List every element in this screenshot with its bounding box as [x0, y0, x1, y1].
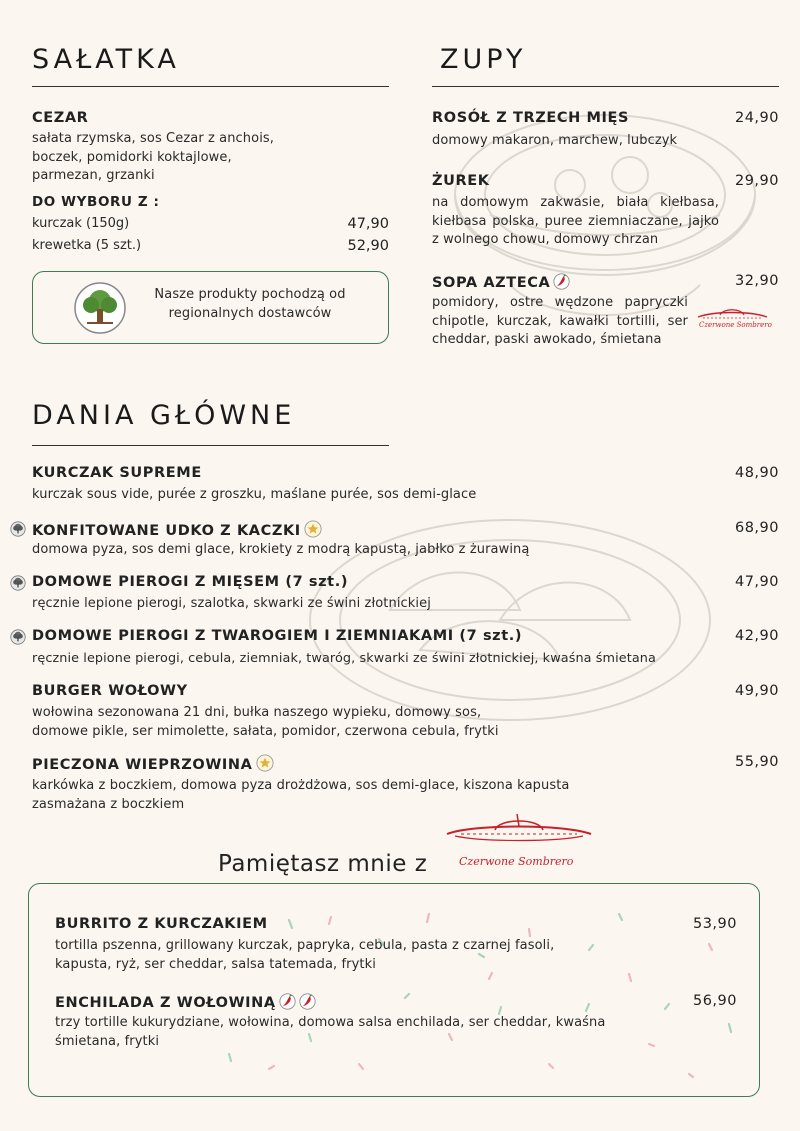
- sombrero-logo: [443, 812, 595, 858]
- sombrero-logo-small: [695, 305, 770, 335]
- local-tree-icon: [10, 575, 26, 591]
- cezar-name: CEZAR: [32, 110, 89, 126]
- sombrero-box: [28, 883, 760, 1097]
- menu-item-description: kurczak sous vide, purée z groszku, maślane purée, sos demi-glace: [32, 487, 477, 502]
- menu-item-price: 48,90: [734, 465, 779, 481]
- menu-item-price: 49,90: [734, 683, 779, 699]
- menu-item-price: 29,90: [734, 173, 779, 189]
- option-row: krewetka (5 szt.) 52,90: [32, 238, 389, 254]
- menu-item-name: SOPA AZTECA: [432, 273, 570, 291]
- menu-item-name: KONFITOWANE UDKO Z KACZKI: [32, 520, 322, 539]
- menu-item-description: domowy makaron, marchew, lubczyk: [432, 133, 678, 148]
- chili-icon: [553, 273, 570, 290]
- menu-item-price: 68,90: [734, 520, 779, 536]
- regional-info-text: Nasze produkty pochodzą od regionalnych dostawców: [154, 287, 346, 321]
- local-tree-icon: [10, 629, 26, 645]
- menu-item-description: wołowina sezonowana 21 dni, bułka naszego wypieku, domowy sos, domowe pikle, ser mimolette, sałata, pomidor, czerwona cebula, frytki: [32, 705, 499, 739]
- menu-item-name: KURCZAK SUPREME: [32, 465, 202, 481]
- sombrero-logo-small-text: Czerwone Sombrero: [699, 321, 772, 329]
- menu-item-price: 55,90: [734, 754, 779, 770]
- zupy-title: ZUPY: [440, 44, 527, 75]
- menu-item-description: domowa pyza, sos demi glace, krokiety z modrą kapustą, jabłko z żurawiną: [32, 542, 530, 557]
- dania-divider: [32, 445, 389, 446]
- chef-star-icon: [256, 754, 274, 772]
- menu-item-price: 24,90: [734, 110, 779, 126]
- chef-star-icon: [304, 520, 322, 538]
- menu-item-name: PIECZONA WIEPRZOWINA: [32, 754, 274, 773]
- menu-item-price: 32,90: [734, 273, 779, 289]
- menu-item-name: ENCHILADA Z WOŁOWINĄ: [55, 993, 316, 1011]
- menu-item-name: BURRITO Z KURCZAKIEM: [55, 916, 268, 932]
- tree-icon: [73, 281, 127, 335]
- sombrero-heading: Pamiętasz mnie z: [218, 851, 428, 877]
- sombrero-logo-text: Czerwone Sombrero: [459, 855, 574, 868]
- menu-item-description: karkówka z boczkiem, domowa pyza drożdżowa, sos demi-glace, kiszona kapusta zasmażana z boczkiem: [32, 778, 570, 812]
- menu-item-name: DOMOWE PIEROGI Z MIĘSEM (7 szt.): [32, 574, 349, 590]
- cezar-description: sałata rzymska, sos Cezar z anchois, boczek, pomidorki koktajlowe, parmezan, grzanki: [32, 131, 275, 183]
- local-tree-icon: [10, 521, 26, 537]
- menu-item-description: trzy tortille kukurydziane, wołowina, domowa salsa enchilada, ser cheddar, kwaśna śmietana, frytki: [55, 1015, 606, 1049]
- menu-item-name: ROSÓŁ Z TRZECH MIĘS: [432, 110, 630, 126]
- menu-item-price: 47,90: [734, 574, 779, 590]
- chili-icon: [279, 993, 296, 1010]
- menu-item-price: 53,90: [692, 916, 737, 932]
- salatka-title: SAŁATKA: [32, 44, 180, 75]
- menu-item-description: tortilla pszenna, grillowany kurczak, papryka, cebula, pasta z czarnej fasoli, kapusta, ryż, ser cheddar, salsa tatemada, frytki: [55, 938, 555, 972]
- zupy-divider: [432, 86, 779, 87]
- regional-info-box: [32, 271, 389, 344]
- menu-item-description: pomidory, ostre wędzone papryczki chipotle, kurczak, kawałki tortilli, ser cheddar, paski awokado, śmietana: [432, 295, 688, 347]
- choice-label: DO WYBORU Z :: [32, 194, 160, 210]
- menu-item-description: ręcznie lepione pierogi, szalotka, skwarki ze świni złotnickiej: [32, 596, 431, 611]
- menu-item-description: na domowym zakwasie, biała kiełbasa, kiełbasa polska, puree ziemniaczane, jajko z wolnego chowu, domowy chrzan: [432, 195, 719, 247]
- menu-item-name: BURGER WOŁOWY: [32, 683, 188, 699]
- option-row: kurczak (150g) 47,90: [32, 216, 389, 232]
- menu-item-name: DOMOWE PIEROGI Z TWAROGIEM I ZIEMNIAKAMI (7 szt.): [32, 628, 523, 644]
- dania-title: DANIA GŁÓWNE: [32, 400, 296, 431]
- menu-item-description: ręcznie lepione pierogi, cebula, ziemniak, twaróg, skwarki ze świni złotnickiej, kwaśna śmietana: [32, 651, 656, 666]
- menu-item-price: 42,90: [734, 628, 779, 644]
- menu-item-price: 56,90: [692, 993, 737, 1009]
- chili-icon: [299, 993, 316, 1010]
- salatka-divider: [32, 86, 389, 87]
- menu-item-name: ŻUREK: [432, 173, 490, 189]
